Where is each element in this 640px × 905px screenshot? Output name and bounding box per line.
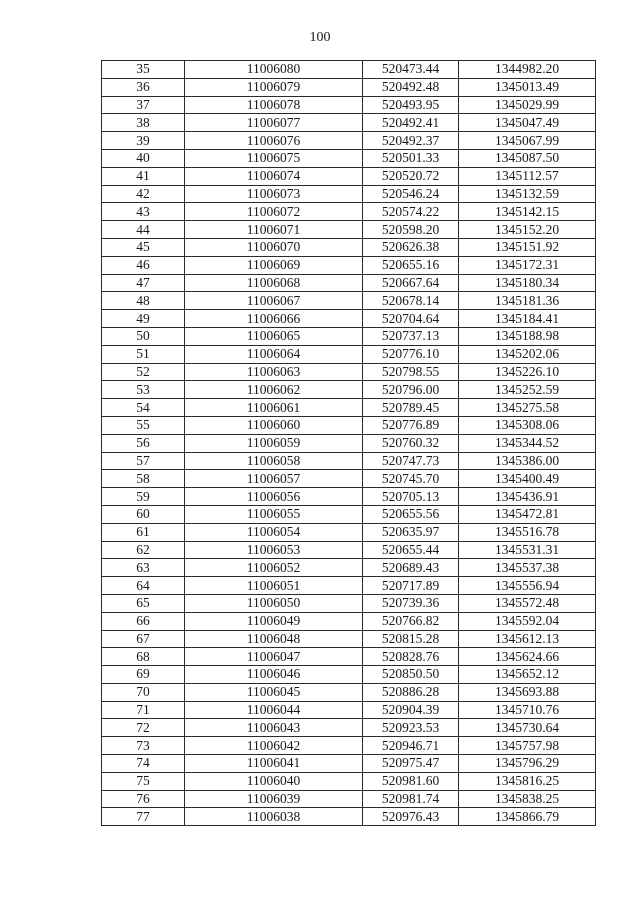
y-coordinate-cell: 1345151.92 bbox=[459, 238, 596, 256]
point-id-cell: 11006061 bbox=[185, 399, 363, 417]
point-id-cell: 11006060 bbox=[185, 416, 363, 434]
table-row bbox=[102, 612, 596, 630]
y-coordinate-cell: 1345816.25 bbox=[459, 772, 596, 790]
point-id-cell: 11006073 bbox=[185, 185, 363, 203]
table-row bbox=[102, 755, 596, 773]
row-number-cell: 55 bbox=[102, 416, 185, 434]
x-coordinate-cell: 520626.38 bbox=[363, 238, 459, 256]
table-row bbox=[102, 221, 596, 239]
point-id-cell: 11006066 bbox=[185, 310, 363, 328]
point-id-cell: 11006072 bbox=[185, 203, 363, 221]
y-coordinate-cell: 1345172.31 bbox=[459, 256, 596, 274]
y-coordinate-cell: 1345624.66 bbox=[459, 648, 596, 666]
x-coordinate-cell: 520704.64 bbox=[363, 310, 459, 328]
point-id-cell: 11006068 bbox=[185, 274, 363, 292]
y-coordinate-cell: 1345188.98 bbox=[459, 327, 596, 345]
row-number-cell: 61 bbox=[102, 523, 185, 541]
coordinates-table bbox=[101, 60, 596, 826]
row-number-cell: 43 bbox=[102, 203, 185, 221]
point-id-cell: 11006062 bbox=[185, 381, 363, 399]
row-number-cell: 38 bbox=[102, 114, 185, 132]
table-row bbox=[102, 523, 596, 541]
x-coordinate-cell: 520546.24 bbox=[363, 185, 459, 203]
table-row bbox=[102, 256, 596, 274]
point-id-cell: 11006059 bbox=[185, 434, 363, 452]
point-id-cell: 11006045 bbox=[185, 683, 363, 701]
row-number-cell: 45 bbox=[102, 238, 185, 256]
x-coordinate-cell: 520796.00 bbox=[363, 381, 459, 399]
table-row bbox=[102, 559, 596, 577]
row-number-cell: 39 bbox=[102, 132, 185, 150]
row-number-cell: 65 bbox=[102, 594, 185, 612]
y-coordinate-cell: 1345537.38 bbox=[459, 559, 596, 577]
row-number-cell: 67 bbox=[102, 630, 185, 648]
y-coordinate-cell: 1345592.04 bbox=[459, 612, 596, 630]
point-id-cell: 11006064 bbox=[185, 345, 363, 363]
point-id-cell: 11006044 bbox=[185, 701, 363, 719]
point-id-cell: 11006039 bbox=[185, 790, 363, 808]
coordinates-table-body bbox=[102, 61, 596, 826]
y-coordinate-cell: 1345652.12 bbox=[459, 666, 596, 684]
row-number-cell: 48 bbox=[102, 292, 185, 310]
table-row bbox=[102, 238, 596, 256]
table-row bbox=[102, 808, 596, 826]
table-row bbox=[102, 434, 596, 452]
x-coordinate-cell: 520828.76 bbox=[363, 648, 459, 666]
x-coordinate-cell: 520886.28 bbox=[363, 683, 459, 701]
row-number-cell: 60 bbox=[102, 505, 185, 523]
y-coordinate-cell: 1345202.06 bbox=[459, 345, 596, 363]
table-row bbox=[102, 292, 596, 310]
x-coordinate-cell: 520737.13 bbox=[363, 327, 459, 345]
point-id-cell: 11006076 bbox=[185, 132, 363, 150]
table-row bbox=[102, 203, 596, 221]
x-coordinate-cell: 520493.95 bbox=[363, 96, 459, 114]
row-number-cell: 37 bbox=[102, 96, 185, 114]
table-row bbox=[102, 416, 596, 434]
x-coordinate-cell: 520635.97 bbox=[363, 523, 459, 541]
point-id-cell: 11006041 bbox=[185, 755, 363, 773]
y-coordinate-cell: 1345184.41 bbox=[459, 310, 596, 328]
row-number-cell: 75 bbox=[102, 772, 185, 790]
table-row bbox=[102, 594, 596, 612]
y-coordinate-cell: 1345180.34 bbox=[459, 274, 596, 292]
point-id-cell: 11006046 bbox=[185, 666, 363, 684]
point-id-cell: 11006047 bbox=[185, 648, 363, 666]
y-coordinate-cell: 1345436.91 bbox=[459, 488, 596, 506]
point-id-cell: 11006056 bbox=[185, 488, 363, 506]
row-number-cell: 76 bbox=[102, 790, 185, 808]
table-row bbox=[102, 399, 596, 417]
table-row bbox=[102, 683, 596, 701]
table-row bbox=[102, 114, 596, 132]
row-number-cell: 58 bbox=[102, 470, 185, 488]
point-id-cell: 11006049 bbox=[185, 612, 363, 630]
x-coordinate-cell: 520667.64 bbox=[363, 274, 459, 292]
x-coordinate-cell: 520981.74 bbox=[363, 790, 459, 808]
y-coordinate-cell: 1345132.59 bbox=[459, 185, 596, 203]
table-row bbox=[102, 452, 596, 470]
row-number-cell: 53 bbox=[102, 381, 185, 399]
point-id-cell: 11006043 bbox=[185, 719, 363, 737]
table-row bbox=[102, 167, 596, 185]
y-coordinate-cell: 1345796.29 bbox=[459, 755, 596, 773]
row-number-cell: 50 bbox=[102, 327, 185, 345]
table-row bbox=[102, 345, 596, 363]
point-id-cell: 11006053 bbox=[185, 541, 363, 559]
row-number-cell: 51 bbox=[102, 345, 185, 363]
row-number-cell: 44 bbox=[102, 221, 185, 239]
row-number-cell: 35 bbox=[102, 61, 185, 79]
row-number-cell: 73 bbox=[102, 737, 185, 755]
row-number-cell: 62 bbox=[102, 541, 185, 559]
y-coordinate-cell: 1345866.79 bbox=[459, 808, 596, 826]
row-number-cell: 40 bbox=[102, 149, 185, 167]
x-coordinate-cell: 520798.55 bbox=[363, 363, 459, 381]
y-coordinate-cell: 1345710.76 bbox=[459, 701, 596, 719]
page-number: 100 bbox=[309, 30, 331, 45]
y-coordinate-cell: 1345181.36 bbox=[459, 292, 596, 310]
x-coordinate-cell: 520717.89 bbox=[363, 577, 459, 595]
y-coordinate-cell: 1344982.20 bbox=[459, 61, 596, 79]
x-coordinate-cell: 520501.33 bbox=[363, 149, 459, 167]
y-coordinate-cell: 1345531.31 bbox=[459, 541, 596, 559]
y-coordinate-cell: 1345757.98 bbox=[459, 737, 596, 755]
y-coordinate-cell: 1345730.64 bbox=[459, 719, 596, 737]
row-number-cell: 59 bbox=[102, 488, 185, 506]
y-coordinate-cell: 1345252.59 bbox=[459, 381, 596, 399]
x-coordinate-cell: 520574.22 bbox=[363, 203, 459, 221]
x-coordinate-cell: 520520.72 bbox=[363, 167, 459, 185]
y-coordinate-cell: 1345386.00 bbox=[459, 452, 596, 470]
point-id-cell: 11006063 bbox=[185, 363, 363, 381]
table-row bbox=[102, 648, 596, 666]
y-coordinate-cell: 1345142.15 bbox=[459, 203, 596, 221]
x-coordinate-cell: 520815.28 bbox=[363, 630, 459, 648]
row-number-cell: 56 bbox=[102, 434, 185, 452]
x-coordinate-cell: 520776.89 bbox=[363, 416, 459, 434]
row-number-cell: 52 bbox=[102, 363, 185, 381]
point-id-cell: 11006074 bbox=[185, 167, 363, 185]
table-row bbox=[102, 577, 596, 595]
table-row bbox=[102, 363, 596, 381]
point-id-cell: 11006070 bbox=[185, 238, 363, 256]
table-row bbox=[102, 701, 596, 719]
row-number-cell: 72 bbox=[102, 719, 185, 737]
point-id-cell: 11006055 bbox=[185, 505, 363, 523]
x-coordinate-cell: 520492.41 bbox=[363, 114, 459, 132]
table-row bbox=[102, 78, 596, 96]
x-coordinate-cell: 520739.36 bbox=[363, 594, 459, 612]
point-id-cell: 11006054 bbox=[185, 523, 363, 541]
point-id-cell: 11006042 bbox=[185, 737, 363, 755]
x-coordinate-cell: 520655.44 bbox=[363, 541, 459, 559]
x-coordinate-cell: 520689.43 bbox=[363, 559, 459, 577]
y-coordinate-cell: 1345612.13 bbox=[459, 630, 596, 648]
point-id-cell: 11006075 bbox=[185, 149, 363, 167]
row-number-cell: 49 bbox=[102, 310, 185, 328]
table-row bbox=[102, 505, 596, 523]
y-coordinate-cell: 1345275.58 bbox=[459, 399, 596, 417]
row-number-cell: 36 bbox=[102, 78, 185, 96]
point-id-cell: 11006078 bbox=[185, 96, 363, 114]
x-coordinate-cell: 520850.50 bbox=[363, 666, 459, 684]
y-coordinate-cell: 1345067.99 bbox=[459, 132, 596, 150]
point-id-cell: 11006067 bbox=[185, 292, 363, 310]
x-coordinate-cell: 520904.39 bbox=[363, 701, 459, 719]
y-coordinate-cell: 1345308.06 bbox=[459, 416, 596, 434]
y-coordinate-cell: 1345400.49 bbox=[459, 470, 596, 488]
y-coordinate-cell: 1345013.49 bbox=[459, 78, 596, 96]
row-number-cell: 69 bbox=[102, 666, 185, 684]
row-number-cell: 68 bbox=[102, 648, 185, 666]
row-number-cell: 70 bbox=[102, 683, 185, 701]
point-id-cell: 11006071 bbox=[185, 221, 363, 239]
table-row bbox=[102, 185, 596, 203]
y-coordinate-cell: 1345344.52 bbox=[459, 434, 596, 452]
table-row bbox=[102, 327, 596, 345]
x-coordinate-cell: 520976.43 bbox=[363, 808, 459, 826]
row-number-cell: 47 bbox=[102, 274, 185, 292]
row-number-cell: 74 bbox=[102, 755, 185, 773]
x-coordinate-cell: 520789.45 bbox=[363, 399, 459, 417]
row-number-cell: 71 bbox=[102, 701, 185, 719]
point-id-cell: 11006065 bbox=[185, 327, 363, 345]
row-number-cell: 46 bbox=[102, 256, 185, 274]
point-id-cell: 11006080 bbox=[185, 61, 363, 79]
row-number-cell: 66 bbox=[102, 612, 185, 630]
y-coordinate-cell: 1345047.49 bbox=[459, 114, 596, 132]
table-row bbox=[102, 630, 596, 648]
y-coordinate-cell: 1345112.57 bbox=[459, 167, 596, 185]
x-coordinate-cell: 520776.10 bbox=[363, 345, 459, 363]
y-coordinate-cell: 1345516.78 bbox=[459, 523, 596, 541]
point-id-cell: 11006051 bbox=[185, 577, 363, 595]
table-row bbox=[102, 310, 596, 328]
y-coordinate-cell: 1345693.88 bbox=[459, 683, 596, 701]
row-number-cell: 64 bbox=[102, 577, 185, 595]
table-row bbox=[102, 541, 596, 559]
point-id-cell: 11006058 bbox=[185, 452, 363, 470]
x-coordinate-cell: 520760.32 bbox=[363, 434, 459, 452]
x-coordinate-cell: 520678.14 bbox=[363, 292, 459, 310]
point-id-cell: 11006079 bbox=[185, 78, 363, 96]
table-row bbox=[102, 790, 596, 808]
table-row bbox=[102, 381, 596, 399]
x-coordinate-cell: 520975.47 bbox=[363, 755, 459, 773]
y-coordinate-cell: 1345087.50 bbox=[459, 149, 596, 167]
x-coordinate-cell: 520705.13 bbox=[363, 488, 459, 506]
point-id-cell: 11006057 bbox=[185, 470, 363, 488]
x-coordinate-cell: 520946.71 bbox=[363, 737, 459, 755]
point-id-cell: 11006052 bbox=[185, 559, 363, 577]
table-row bbox=[102, 132, 596, 150]
table-row bbox=[102, 666, 596, 684]
row-number-cell: 77 bbox=[102, 808, 185, 826]
row-number-cell: 41 bbox=[102, 167, 185, 185]
table-row bbox=[102, 96, 596, 114]
row-number-cell: 57 bbox=[102, 452, 185, 470]
table-row bbox=[102, 772, 596, 790]
row-number-cell: 42 bbox=[102, 185, 185, 203]
y-coordinate-cell: 1345226.10 bbox=[459, 363, 596, 381]
y-coordinate-cell: 1345556.94 bbox=[459, 577, 596, 595]
x-coordinate-cell: 520766.82 bbox=[363, 612, 459, 630]
table-row bbox=[102, 737, 596, 755]
point-id-cell: 11006040 bbox=[185, 772, 363, 790]
table-row bbox=[102, 274, 596, 292]
y-coordinate-cell: 1345572.48 bbox=[459, 594, 596, 612]
table-row bbox=[102, 61, 596, 79]
row-number-cell: 54 bbox=[102, 399, 185, 417]
x-coordinate-cell: 520492.48 bbox=[363, 78, 459, 96]
x-coordinate-cell: 520473.44 bbox=[363, 61, 459, 79]
x-coordinate-cell: 520747.73 bbox=[363, 452, 459, 470]
point-id-cell: 11006050 bbox=[185, 594, 363, 612]
x-coordinate-cell: 520655.56 bbox=[363, 505, 459, 523]
x-coordinate-cell: 520981.60 bbox=[363, 772, 459, 790]
y-coordinate-cell: 1345472.81 bbox=[459, 505, 596, 523]
x-coordinate-cell: 520492.37 bbox=[363, 132, 459, 150]
y-coordinate-cell: 1345838.25 bbox=[459, 790, 596, 808]
point-id-cell: 11006038 bbox=[185, 808, 363, 826]
x-coordinate-cell: 520655.16 bbox=[363, 256, 459, 274]
y-coordinate-cell: 1345152.20 bbox=[459, 221, 596, 239]
table-row bbox=[102, 719, 596, 737]
row-number-cell: 63 bbox=[102, 559, 185, 577]
table-row bbox=[102, 470, 596, 488]
point-id-cell: 11006048 bbox=[185, 630, 363, 648]
point-id-cell: 11006077 bbox=[185, 114, 363, 132]
table-row bbox=[102, 488, 596, 506]
x-coordinate-cell: 520923.53 bbox=[363, 719, 459, 737]
y-coordinate-cell: 1345029.99 bbox=[459, 96, 596, 114]
x-coordinate-cell: 520745.70 bbox=[363, 470, 459, 488]
point-id-cell: 11006069 bbox=[185, 256, 363, 274]
table-row bbox=[102, 149, 596, 167]
x-coordinate-cell: 520598.20 bbox=[363, 221, 459, 239]
